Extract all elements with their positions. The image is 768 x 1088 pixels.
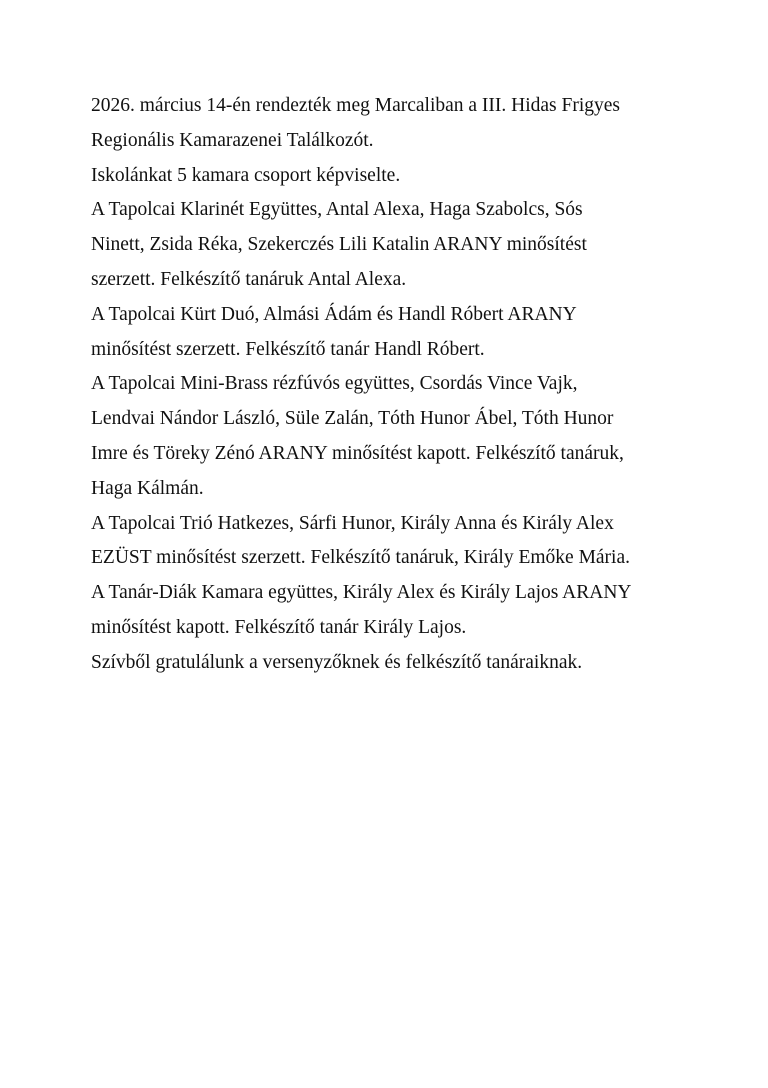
text-line: A Tapolcai Kürt Duó, Almási Ádám és Handl Róbert ARANY [91, 303, 577, 325]
text-line: 2026. március 14-én rendezték meg Marcaliban a III. Hidas Frigyes [91, 95, 621, 116]
article-body [91, 89, 691, 681]
text-line: minősítést szerzett. Felkészítő tanár Handl Róbert. [91, 338, 485, 360]
text-line: A Tapolcai Mini-Brass rézfúvós együttes, Csordás Vince Vajk, [91, 373, 578, 395]
text-line: A Tapolcai Klarinét Együttes, Antal Alexa, Haga Szabolcs, Sós [91, 199, 583, 221]
text-line: minősítést kapott. Felkészítő tanár Király Lajos. [91, 616, 467, 638]
text-line: Haga Kálmán. [91, 477, 204, 499]
text-line: Lendvai Nándor László, Süle Zalán, Tóth Hunor Ábel, Tóth Hunor [91, 408, 614, 430]
text-line: EZÜST minősítést szerzett. Felkészítő tanáruk, Király Emőke Mária. [91, 547, 631, 569]
text-line: A Tanár-Diák Kamara együttes, Király Alex és Király Lajos ARANY [91, 582, 632, 604]
text-line: Regionális Kamarazenei Találkozót. [91, 129, 374, 151]
text-line: Iskolánkat 5 kamara csoport képviselte. [91, 164, 401, 186]
text-line: Imre és Töreky Zénó ARANY minősítést kapott. Felkészítő tanáruk, [91, 442, 624, 464]
text-line: Ninett, Zsida Réka, Szekerczés Lili Katalin ARANY minősítést [91, 234, 587, 256]
text-line: szerzett. Felkészítő tanáruk Antal Alexa. [91, 268, 407, 290]
text-line: A Tapolcai Trió Hatkezes, Sárfi Hunor, Király Anna és Király Alex [91, 512, 614, 534]
text-line: Szívből gratulálunk a versenyzőknek és felkészítő tanáraiknak. [91, 651, 583, 673]
